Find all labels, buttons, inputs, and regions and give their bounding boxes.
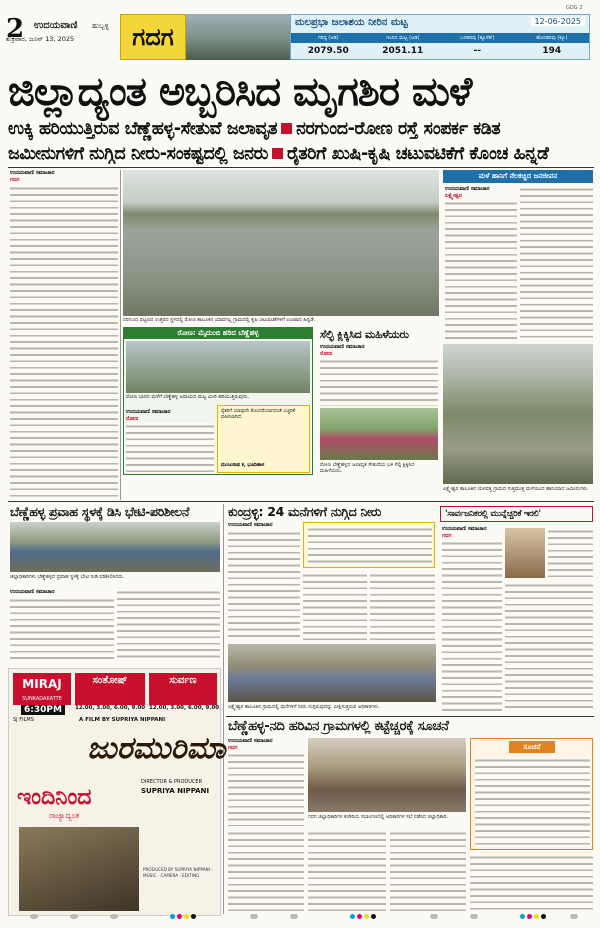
notice-text	[475, 757, 590, 847]
kundralli-highlight-text	[308, 526, 432, 566]
flood-photo	[123, 170, 439, 316]
dam-value-today: 2051.11	[382, 46, 424, 56]
kundralli-caption: ಲಕ್ಷ್ಮೇಶ್ವರ ತಾಲೂಕಿನ ಗ್ರಾಮದಲ್ಲಿ ಮನೆಗಳಿಗೆ ನೀರು ನುಗ್ಗಿರುವುದನ್ನು ವೀಕ್ಷಿಸುತ್ತಿರುವ ಅಧಿಕಾರಿಗಳು.	[228, 704, 380, 710]
benne-alert-byline: ಉದಯವಾಣಿ ಸಮಾಚಾರ	[228, 738, 273, 744]
benne-alert-text-2	[228, 830, 304, 914]
selfie-dateline: ರೋಣ	[320, 351, 333, 357]
dam-photo	[186, 14, 290, 60]
ron-quote-box	[217, 405, 310, 473]
page-number: 2	[6, 14, 25, 44]
ad-theatre-santosh: ಸಂತೋಷ್	[75, 673, 145, 705]
magenta-mark-icon	[177, 914, 182, 919]
public-caution-byline: ಉದಯವಾಣಿ ಸಮಾಚಾರ	[442, 526, 487, 532]
dc-visit-text-1	[10, 597, 114, 661]
registration-mark	[110, 914, 118, 919]
ron-photo	[126, 341, 310, 393]
ad-theatre-miraj: MIRAJ	[13, 673, 71, 705]
selfie-photo	[320, 408, 438, 460]
registration-mark	[570, 914, 578, 919]
rain-damage-text-2	[520, 186, 593, 340]
dc-visit-caption: ಜಿಲ್ಲಾಧಿಕಾರಿಗಳು ಬೆಣ್ಣೆಹಳ್ಳದ ಪ್ರವಾಹ ಸ್ಥಳಕ್ಕೆ ಭೇಟಿ ನೀಡಿ ಪರಿಶೀಲಿಸಿದರು.	[10, 574, 125, 580]
ron-quote-author: ಮಂಜುನಾಥ ಕ, ಭೂದಿಹಾಳ	[221, 463, 265, 468]
benne-alert-text-1	[228, 752, 304, 826]
ron-photo-caption: ರೋಣ ಭಾಗದ ಮಳೆಗೆ ಬೆಣ್ಣೆಹಳ್ಳ ಅಪಾಯದ ಮಟ್ಟ ಮೀರಿ ಹರಿಯುತ್ತಿರುವುದು.	[126, 394, 250, 400]
paper-name: ಉದಯವಾಣಿ	[34, 20, 78, 31]
registration-mark	[470, 914, 478, 919]
kundralli-highlight-box	[303, 522, 435, 568]
kundralli-text-3	[370, 572, 435, 640]
dam-header-inflow: ಒಳಹರಿವು (ಕ್ಯೂಸೆಕ್)	[459, 35, 495, 41]
dam-title: ಮಲಪ್ರಭಾ ಜಲಾಶಯ ನೀರಿನ ಮಟ್ಟ	[295, 17, 408, 28]
rain-damage-byline: ಉದಯವಾಣಿ ಸಮಾಚಾರ	[445, 186, 490, 192]
black-mark-icon	[191, 914, 196, 919]
rain-damage-text-1	[445, 200, 517, 340]
dc-visit-text-2	[117, 589, 220, 661]
black-mark-icon	[541, 914, 546, 919]
ron-box-title: ರೋಣ: ಮೈದುಂಬಿ ಹರಿದ ಬೆಣ್ಣೆಹಳ್ಳ	[123, 327, 313, 339]
column-divider	[223, 504, 224, 914]
ad-release-sub: ರಾಜ್ಯಾದ್ಯಂತ	[49, 811, 80, 820]
selfie-headline: ಸೆಲ್ಫಿ ಕ್ಲಿಕ್ಕಿಸಿದ ಮಹಿಳೆಯರು	[320, 328, 409, 341]
ad-film-by: A FILM BY SUPRIYA NIPPANI	[79, 717, 166, 723]
selfie-byline: ಉದಯವಾಣಿ ಸಮಾಚಾರ	[320, 344, 365, 350]
bullet-square-icon	[272, 148, 283, 159]
public-caution-text-2	[548, 528, 593, 578]
kundralli-text-2	[303, 572, 367, 640]
yellow-mark-icon	[184, 914, 189, 919]
dam-header-today: ಇಂದಿನ ಮಟ್ಟ (ಅಡಿ)	[386, 35, 420, 41]
ad-release: ಇಂದಿನಿಂದ	[17, 785, 92, 810]
ad-studio: SJ FILMS	[13, 717, 34, 723]
cyan-mark-icon	[520, 914, 525, 919]
ron-dateline: ರೋಣ	[126, 416, 139, 422]
ad-theatre-survarna: ಸುರ್ವಣ	[149, 673, 217, 705]
dam-header-outflow: ಹೊರಹರಿವು (ಕ್ಯೂ)	[536, 35, 568, 41]
selfie-text	[320, 358, 438, 406]
ron-text	[126, 423, 214, 473]
ad-show-time: 6:30PM	[21, 705, 65, 715]
subheadline-1a: ಉಕ್ಕಿ ಹರಿಯುತ್ತಿರುವ ಬೆಣ್ಣೆಹಳ್ಳ-ಸೇತುವೆ ಜಲಾವೃತ	[8, 119, 278, 139]
benne-meeting-caption: ಗದಗ ಜಿಲ್ಲಾಧಿಕಾರಿಗಳ ಕಚೇರಿಯ ಸಭಾಂಗಣದಲ್ಲಿ ಅಧಿಕಾರಿಗಳ ಸಭೆ ನಡೆಸಿದ ಜಿಲ್ಲಾಧಿಕಾರಿ.	[308, 814, 448, 820]
subheadline-1b: ನರಗುಂದ-ರೋಣ ರಸ್ತೆ ಸಂಪರ್ಕ ಕಡಿತ	[296, 119, 501, 139]
dam-table-values	[291, 43, 589, 59]
dc-visit-byline: ಉದಯವಾಣಿ ಸಮಾಚಾರ	[10, 589, 55, 595]
ad-film-title: ಜುರಮುರಿಮಾ	[87, 731, 226, 766]
cyan-mark-icon	[170, 914, 175, 919]
main-story-text	[10, 185, 118, 501]
yellow-mark-icon	[534, 914, 539, 919]
benne-meeting-photo	[308, 738, 466, 812]
notice-box	[470, 738, 593, 850]
dc-visit-photo	[10, 522, 220, 572]
laxmeshwar-caption: ಲಕ್ಷ್ಮೇಶ್ವರ ತಾಲೂಕಿನ ಯಳವತ್ತಿ ಗ್ರಾಮದ ಸುತ್ತಮುತ್ತ ಮಳೆಯಿಂದ ಹಾನಿಯಾದ ಜಮೀನುಗಳು.	[443, 486, 589, 492]
laxmeshwar-photo	[443, 344, 593, 484]
ad-director: SUPRIYA NIPPANI	[141, 787, 210, 795]
benne-alert-text-5	[470, 854, 593, 914]
ad-showtimes-2: 12.00, 3.00, 6.00, 9.00	[149, 705, 220, 711]
black-mark-icon	[371, 914, 376, 919]
subheadline-1	[8, 118, 594, 140]
magenta-mark-icon	[527, 914, 532, 919]
official-portrait	[505, 528, 545, 578]
yellow-mark-icon	[364, 914, 369, 919]
registration-mark	[290, 914, 298, 919]
kundralli-byline: ಉದಯವಾಣಿ ಸಮಾಚಾರ	[228, 522, 273, 528]
notice-title: ಸೂಚನೆ	[523, 743, 541, 751]
kundralli-headline: ಕುಂದ್ರಳ್ಳಿ: 24 ಮನೆಗಳಿಗೆ ನುಗ್ಗಿದ ನೀರು	[228, 504, 382, 519]
main-headline: ಜಿಲ್ಲಾದ್ಯಂತ ಅಬ್ಬರಿಸಿದ ಮೃಗಶಿರ ಮಳೆ	[8, 69, 472, 115]
public-caution-text-1	[442, 540, 502, 712]
public-caution-title-box	[440, 506, 593, 522]
divider	[226, 716, 594, 717]
public-caution-text-3	[505, 582, 593, 712]
ron-quote: ರೈತರಿಗೆ ಯಾವುದೇ ತೊಂದರೆಯಾಗದಂತೆ ಎಚ್ಚರಿಕೆ ವಹಿಸಲಾಗಿದೆ.	[221, 409, 295, 421]
main-byline: ಉದಯವಾಣಿ ಸಮಾಚಾರ	[10, 170, 55, 176]
dam-value-outflow: 194	[542, 46, 562, 56]
subheadline-2a: ಜಮೀನುಗಳಿಗೆ ನುಗ್ಗಿದ ನೀರು-ಸಂಕಷ್ಟದಲ್ಲಿ ಜನರು	[8, 144, 269, 164]
paper-place: ಹುಬ್ಬಳ್ಳಿ	[92, 22, 109, 30]
public-caution-headline: 'ಸಾರ್ವಜನಿಕರಲ್ಲಿ ಮುನ್ನೆಚ್ಚರಿಕೆ ಇರಲಿ'	[445, 509, 541, 519]
registration-mark	[430, 914, 438, 919]
dam-value-max: 2079.50	[307, 46, 349, 56]
section-label: ಗದಗ	[120, 14, 186, 60]
divider	[8, 167, 594, 168]
ad-director-label: DIRECTOR & PRODUCER	[141, 779, 203, 785]
column-divider	[120, 170, 121, 500]
public-caution-dateline: ಗದಗ	[442, 533, 452, 539]
dc-visit-headline: ಬೆಣ್ಣೆಹಳ್ಳ ಪ್ರವಾಹ ಸ್ಥಳಕ್ಕೆ ಡಿಸಿ ಭೇಟಿ-ಪರಿಶೀಲನೆ	[10, 504, 190, 519]
magenta-mark-icon	[357, 914, 362, 919]
ad-actor-photo	[19, 827, 139, 911]
print-registration-marks	[0, 914, 600, 922]
dam-header-max: ಗರಿಷ್ಠ (ಅಡಿ)	[317, 35, 339, 41]
bullet-square-icon	[281, 123, 292, 134]
ron-byline: ಉದಯವಾಣಿ ಸಮಾಚಾರ	[126, 409, 171, 415]
benne-alert-text-3	[308, 830, 386, 914]
dam-table-header	[291, 33, 589, 43]
subheadline-2b: ರೈತರಿಗೆ ಖುಷಿ-ಕೃಷಿ ಚಟುವಟಿಕೆಗೆ ಕೊಂಚ ಹಿನ್ನಡೆ	[287, 144, 549, 164]
dam-level-box	[290, 14, 590, 60]
main-dateline: ಗದಗ	[10, 177, 20, 183]
page-code: GDG 2	[566, 5, 583, 11]
ad-showtimes-1: 12.00, 3.00, 6.00, 9.00	[75, 705, 146, 711]
kundralli-photo	[228, 644, 436, 702]
rain-damage-dateline: ಲಕ್ಷ್ಮೇಶ್ವರ	[445, 193, 462, 199]
dam-date: 12-06-2025	[531, 17, 586, 26]
flood-photo-caption: ನರಗುಂದ ಪಟ್ಟಣದ ಉತ್ತರದ ಸ್ಥಳದಲ್ಲಿ ರೋಣ ತಾಲೂಕಿನ ಯಾವಗಲ್ಲ ಗ್ರಾಮದಲ್ಲಿ ಕೃಷಿ ಚಟುವಟಿಕೆಗಳಿಗೆ ಉಂಟಾದ ಹಿನ್ನಡೆ.	[123, 317, 316, 323]
selfie-caption: ರೋಣ ಬೆಣ್ಣೆಹಳ್ಳದ ಜಲಾವೃತ ಸೇತುವೆಯ ಬಳಿ ಸೆಲ್ಫಿ ಕ್ಲಿಕ್ಕಿಸಿದ ಮಹಿಳೆಯರು.	[320, 462, 415, 475]
kundralli-text-1	[228, 530, 300, 640]
date-line: ಶುಕ್ರವಾರ, ಜೂನ್ 13, 2025	[6, 35, 75, 43]
rain-damage-title: ಮಳೆ ಹಾನಿಗೆ ನೆಲಕಚ್ಚಿದ ಜನಜೀವನ	[443, 170, 593, 183]
registration-mark	[30, 914, 38, 919]
dam-value-inflow: --	[473, 46, 481, 56]
ad-theatre-miraj-place: SUNKADAKATTE	[22, 696, 62, 702]
ad-credits: PRODUCED BY SUPRIYA NIPPANI · MUSIC · CAMERA · EDITING	[143, 867, 213, 878]
film-advertisement	[8, 668, 226, 916]
benne-alert-text-4	[390, 830, 466, 914]
registration-mark	[70, 914, 78, 919]
cyan-mark-icon	[350, 914, 355, 919]
benne-alert-dateline: ಗದಗ	[228, 745, 238, 751]
subheadline-2	[8, 143, 594, 165]
benne-alert-headline: ಬೆಣ್ಣೆಹಳ್ಳ-ನದಿ ಹರಿವಿನ ಗ್ರಾಮಗಳಲ್ಲಿ ಕಟ್ಟೆಚ್ಚರಕ್ಕೆ ಸೂಚನೆ	[228, 719, 449, 734]
divider	[8, 501, 594, 502]
registration-mark	[250, 914, 258, 919]
